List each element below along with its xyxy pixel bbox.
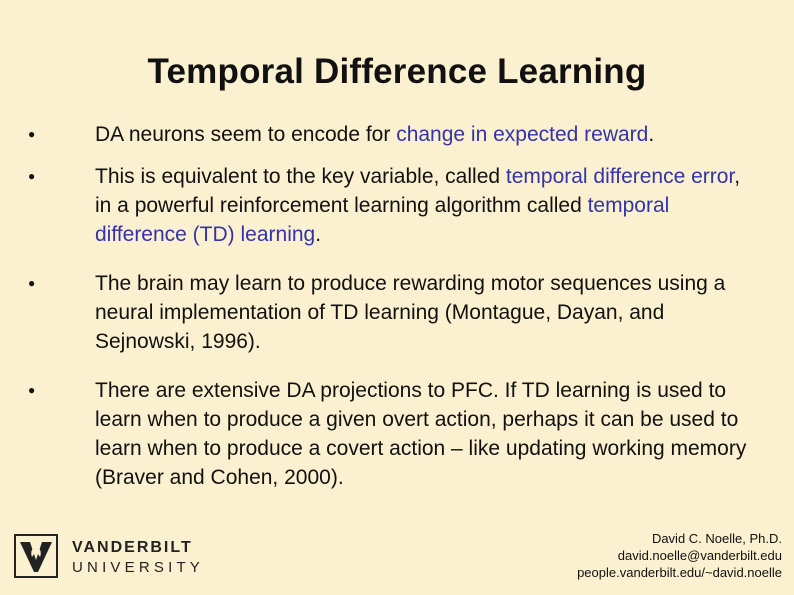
- bullet-text: This is equivalent to the key variable, called temporal difference error, in a powerful reinforcement learning algorithm called temporal difference (TD) learning.: [95, 165, 741, 246]
- logo-line-1: VANDERBILT: [72, 539, 193, 556]
- author-url: people.vanderbilt.edu/~david.noelle: [577, 565, 782, 580]
- slide-title: Temporal Difference Learning: [147, 52, 647, 91]
- bullet-list: [28, 120, 758, 492]
- bullet-dot-icon: ●: [28, 276, 36, 290]
- bullet-text: There are extensive DA projections to PFC. If TD learning is used to learn when to produce a given overt action, perhaps it can be used to learn when to produce a covert action – like updating working memory (Braver and Cohen, 2000).: [95, 379, 747, 489]
- bullet-item: [28, 120, 758, 149]
- bullet-dot-icon: ●: [28, 127, 36, 141]
- vanderbilt-v-oak-leaf-icon: [14, 534, 58, 578]
- highlight-term: temporal difference (TD) learning: [95, 194, 670, 246]
- highlight-term: change in expected reward: [396, 123, 649, 146]
- logo-line-2: UNIVERSITY: [72, 559, 205, 576]
- bullet-dot-icon: ●: [28, 169, 36, 183]
- author-email: david.noelle@vanderbilt.edu: [617, 548, 782, 563]
- author-name: David C. Noelle, Ph.D.: [651, 531, 782, 546]
- author-credits: [577, 530, 782, 581]
- bullet-item: [28, 269, 758, 356]
- bullet-item: [28, 162, 758, 249]
- highlight-term: temporal difference error: [505, 165, 735, 188]
- bullet-dot-icon: ●: [28, 383, 36, 397]
- vanderbilt-logo: [14, 534, 205, 580]
- bullet-text: The brain may learn to produce rewarding motor sequences using a neural implementation of TD learning (Montague, Dayan, and Sejnowski, 1996).: [95, 272, 726, 353]
- bullet-item: [28, 376, 758, 492]
- bullet-text: DA neurons seem to encode for change in expected reward.: [95, 123, 655, 146]
